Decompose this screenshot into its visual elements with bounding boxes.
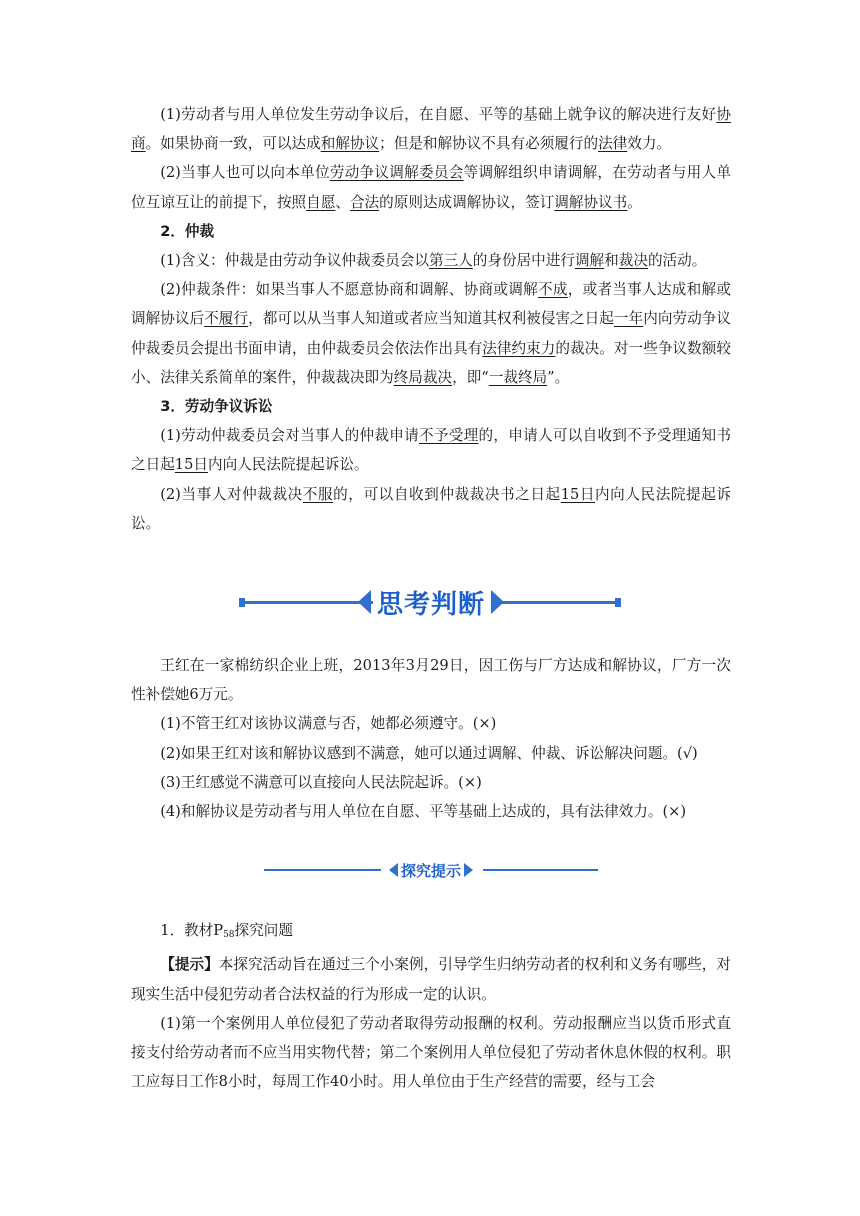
banner-line-right bbox=[483, 869, 598, 871]
section-banner-explore bbox=[131, 850, 731, 890]
text: 1．教材P bbox=[160, 922, 224, 940]
left-arrow-icon bbox=[358, 590, 371, 614]
underlined-term: 一裁终局 bbox=[488, 368, 548, 386]
banner-end-cap bbox=[615, 598, 621, 607]
text: ，或者当事人达成和解或调解协议后 bbox=[131, 281, 731, 328]
text: 内向人民法院提起诉讼。 bbox=[207, 456, 369, 474]
underlined-term: 不服 bbox=[302, 485, 334, 503]
underlined-term: 调解协议书 bbox=[554, 193, 628, 211]
underlined-term: 终局裁决 bbox=[393, 368, 453, 386]
underlined-term: 第三人 bbox=[428, 252, 473, 270]
judge-item: (2)如果王红对该和解协议感到不满意，她可以通过调解、仲裁、诉讼解决问题。(√) bbox=[160, 744, 698, 762]
banner-label-group bbox=[358, 582, 504, 622]
underlined-term: 自愿 bbox=[306, 193, 336, 211]
section-banner-thinking bbox=[131, 582, 731, 622]
explore-heading bbox=[131, 916, 731, 950]
banner-title: 探究提示 bbox=[400, 861, 462, 880]
underlined-term: 和解协议 bbox=[320, 135, 380, 153]
subscript: 58 bbox=[223, 930, 235, 941]
text: 的活动。 bbox=[647, 252, 707, 270]
text: 内向劳动争议仲裁委员会提出书面申请，由仲裁委员会依法作出具有 bbox=[131, 310, 731, 357]
text: 和 bbox=[604, 252, 619, 270]
text: (2)当事人也可以向本单位 bbox=[160, 164, 330, 182]
text: ；但是和解协议不具有必须履行的 bbox=[379, 135, 599, 153]
banner-line-left bbox=[264, 869, 381, 871]
underlined-term: 裁决 bbox=[618, 252, 648, 270]
text: (2)当事人对仲裁裁决 bbox=[160, 485, 303, 503]
heading-arbitration: 2．仲裁 bbox=[160, 222, 215, 240]
paragraph-arbitration-meaning bbox=[131, 246, 731, 275]
text: (1)劳动仲裁委员会对当事人的仲裁申请 bbox=[160, 427, 420, 445]
document-page bbox=[131, 100, 731, 1096]
tip-label: 【提示】 bbox=[160, 956, 219, 974]
text: 等调解组织申请调解，在劳动者与用人单位互谅互让的前提下，按照 bbox=[131, 164, 731, 211]
underlined-term: 合法 bbox=[349, 193, 380, 211]
text: 、 bbox=[335, 193, 350, 211]
underlined-term: 一年 bbox=[613, 310, 644, 328]
underlined-term: 劳动争议调解委员会 bbox=[329, 164, 464, 182]
underlined-term: 不履行 bbox=[204, 310, 249, 328]
paragraph-litigation-1 bbox=[131, 421, 731, 479]
underlined-term: 法律约束力 bbox=[482, 339, 556, 357]
text: 。 bbox=[627, 193, 642, 211]
banner-line-right bbox=[491, 601, 615, 604]
explore-tip bbox=[131, 950, 731, 1008]
text: 的，可以自收到仲裁裁决书之日起 bbox=[333, 485, 561, 503]
text: (2)仲裁条件：如果当事人不愿意协商和调解、协商或调解 bbox=[160, 281, 538, 299]
text: ，都可以从当事人知道或者应当知道其权利被侵害之日起 bbox=[248, 310, 614, 328]
paragraph-negotiation bbox=[131, 100, 731, 158]
underlined-term: 不予受理 bbox=[419, 427, 479, 445]
text: 的裁决。对一些争议数额较小、法律关系简单的案件，仲裁裁决即为 bbox=[131, 339, 731, 386]
text: 的，申请人可以自收到不予受理通知书之日起 bbox=[131, 427, 731, 474]
underlined-term: 调解 bbox=[574, 252, 605, 270]
paragraph-mediation bbox=[131, 158, 731, 216]
text: 探究问题 bbox=[234, 922, 293, 940]
judge-item: (1)不管王红对该协议满意与否，她都必须遵守。(×) bbox=[160, 715, 497, 733]
text: 效力。 bbox=[627, 135, 672, 153]
text: 的身份居中进行 bbox=[472, 252, 575, 270]
judge-intro: 王红在一家棉纺织企业上班，2013年3月29日，因工伤与厂方达成和解协议，厂方一次性补偿她6万元。 bbox=[131, 657, 731, 704]
paragraph-arbitration-conditions bbox=[131, 275, 731, 392]
paragraph-litigation-2 bbox=[131, 480, 731, 538]
banner-title: 思考判断 bbox=[376, 589, 486, 620]
underlined-term: 不成 bbox=[537, 281, 568, 299]
heading-litigation: 3．劳动争议诉讼 bbox=[160, 398, 273, 416]
explore-paragraph: (1)第一个案例用人单位侵犯了劳动者取得劳动报酬的权利。劳动报酬应当以货币形式直接支付给劳动者而不应当用实物代替；第二个案例用人单位侵犯了劳动者休息休假的权利。职工应每日工作8小时，每周工作40小时。用人单位由于生产经营的需要，经与工会 bbox=[131, 1014, 731, 1091]
judge-item: (4)和解协议是劳动者与用人单位在自愿、平等基础上达成的，具有法律效力。(×) bbox=[160, 803, 687, 821]
text: 本探究活动旨在通过三个小案例，引导学生归纳劳动者的权利和义务有哪些，对现实生活中侵犯劳动者合法权益的行为形成一定的认识。 bbox=[131, 956, 731, 1003]
left-arrow-icon bbox=[389, 863, 398, 877]
underlined-term: 协商 bbox=[131, 106, 731, 153]
underlined-term: 15日 bbox=[174, 456, 208, 474]
right-arrow-icon bbox=[464, 863, 473, 877]
text: 的原则达成调解协议，签订 bbox=[379, 193, 555, 211]
banner-line-left bbox=[245, 601, 373, 604]
banner-label-group bbox=[389, 850, 473, 890]
text: 内向人民法院提起诉讼。 bbox=[131, 485, 731, 532]
text: (1)含义：仲裁是由劳动争议仲裁委员会以 bbox=[160, 252, 429, 270]
text: ，即“ bbox=[452, 368, 489, 386]
text: ”。 bbox=[547, 368, 570, 386]
underlined-term: 15日 bbox=[560, 485, 596, 503]
text: (1)劳动者与用人单位发生劳动争议后，在自愿、平等的基础上就争议的解决进行友好 bbox=[160, 106, 717, 123]
text: 。如果协商一致，可以达成 bbox=[145, 135, 321, 153]
judge-item: (3)王红感觉不满意可以直接向人民法院起诉。(×) bbox=[160, 773, 482, 791]
underlined-term: 法律 bbox=[598, 135, 628, 153]
